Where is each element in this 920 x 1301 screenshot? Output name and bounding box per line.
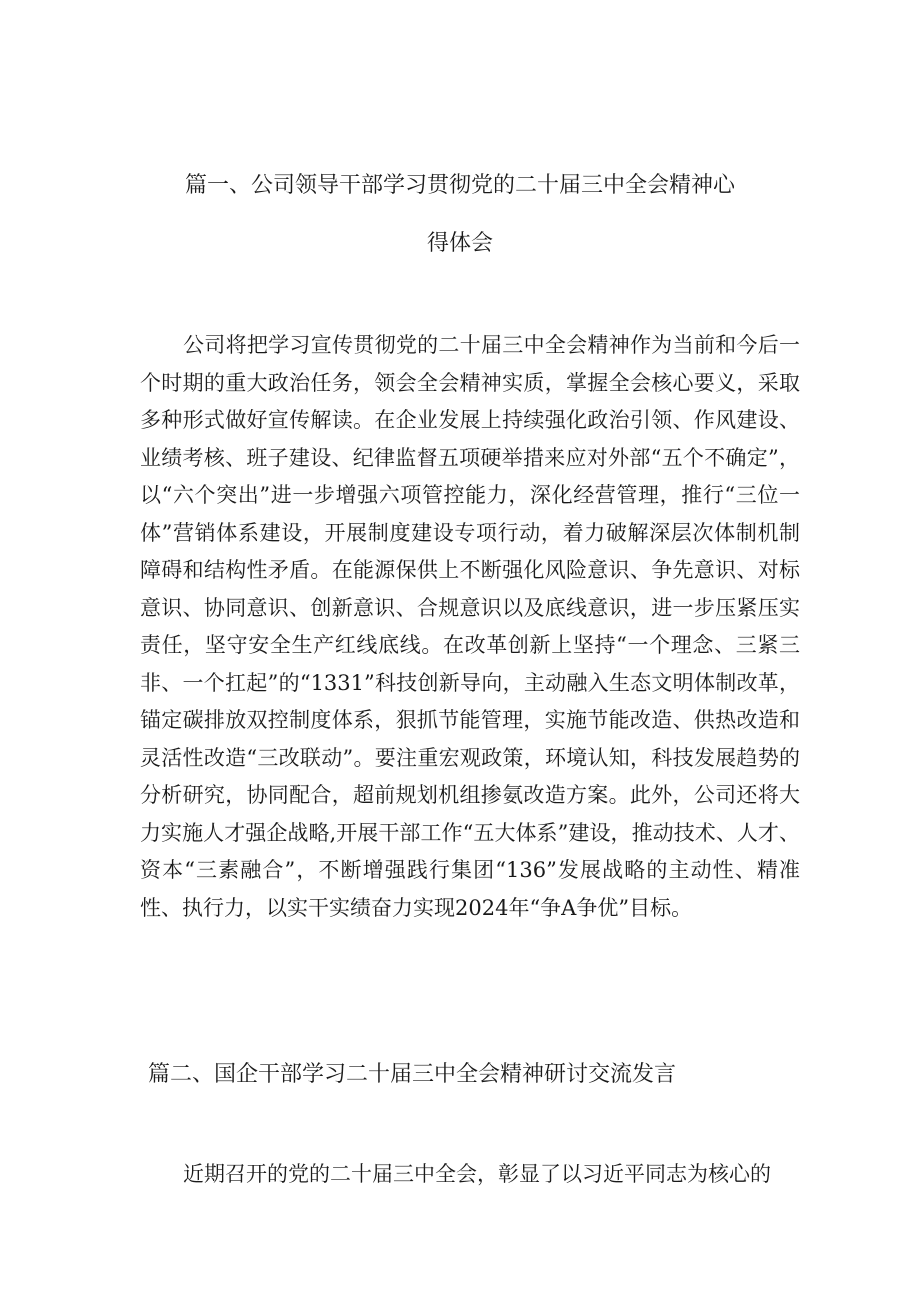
section1-title-line1: 篇一、公司领导干部学习贯彻党的二十届三中全会精神心 bbox=[184, 173, 735, 198]
section1-body-paragraph: 公司将把学习宣传贯彻党的二十届三中全会精神作为当前和今后一个时期的重大政治任务，领会全会精神实质，掌握全会核心要义，采取多种形式做好宣传解读。在企业发展上持续强化政治引领、作风建设、业绩考核、班子建设、纪律监督五项硬举措来应对外部“五个不确定”，以“六个突出”进一步增强六项管控能力，深化经营管理，推行“三位一体”营销体系建设，开展制度建设专项行动，着力破解深层次体制机制障碍和结构性矛盾。在能源保供上不断强化风险意识、争先意识、对标意识、协同意识、创新意识、合规意识以及底线意识，进一步压紧压实责任，坚守安全生产红线底线。在改革创新上坚持“一个理念、三紧三非、一个扛起”的“1331”科技创新导向，主动融入生态文明体制改革，锚定碳排放双控制度体系，狠抓节能管理，实施节能改造、供热改造和灵活性改造“三改联动”。要注重宏观政策，环境认知，科技发展趋势的分析研究，协同配合，超前规划机组掺氨改造方案。此外，公司还将大力实施人才强企战略,开展干部工作“五大体系”建设，推动技术、人才、资本“三素融合”，不断增强践行集团“136”发展战略的主动性、精准性、执行力，以实干实绩奋力实现2024年“争A争优”目标。 bbox=[140, 333, 800, 920]
section2-body-paragraph: 近期召开的党的二十届三中全会，彰显了以习近平同志为核心的 bbox=[183, 1162, 771, 1186]
section2-title: 篇二、国企干部学习二十届三中全会精神研讨交流发言 bbox=[148, 1062, 677, 1087]
section1-title-line2: 得体会 bbox=[426, 231, 493, 256]
